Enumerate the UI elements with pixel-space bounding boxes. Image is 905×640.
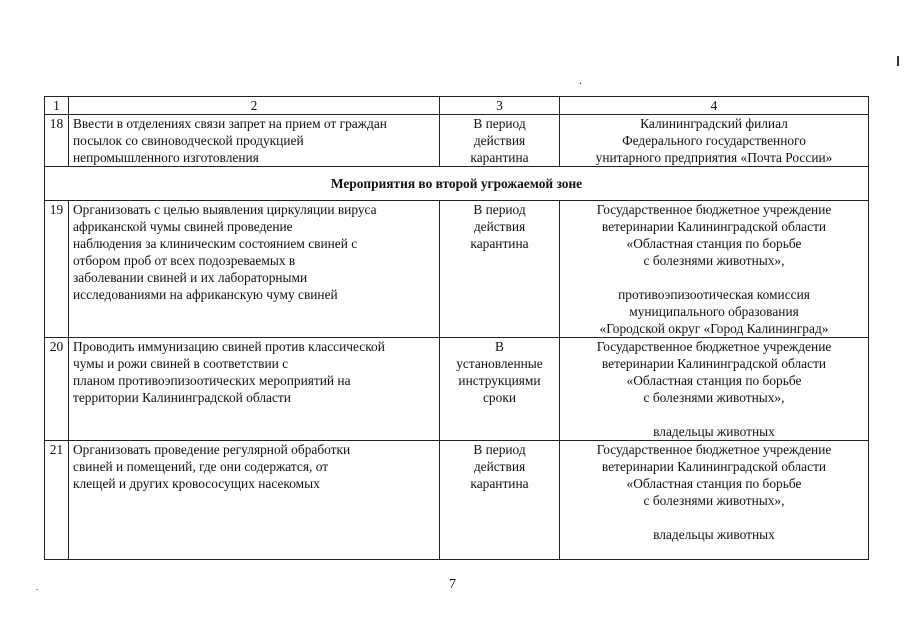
scan-dot: . xyxy=(579,73,582,87)
row-number: 20 xyxy=(45,338,69,441)
measure-line: африканской чумы свиней проведение xyxy=(73,219,293,234)
measure-line: Ввести в отделениях связи запрет на прием от граждан xyxy=(73,116,387,131)
measure-line: посылок со свиноводческой продукцией xyxy=(73,133,304,148)
scan-edge-mark xyxy=(897,56,899,66)
measure-line: клещей и других кровососущих насекомых xyxy=(73,476,320,491)
responsible-line: унитарного предприятия «Почта России» xyxy=(595,150,833,165)
measure-line: непромышленного изготовления xyxy=(73,150,259,165)
responsible-line: Калининградский филиал xyxy=(640,116,788,131)
measure-line: Организовать проведение регулярной обработки xyxy=(73,442,351,457)
responsible-cell xyxy=(560,441,869,560)
responsible-spacer xyxy=(564,406,864,423)
column-header-1: 1 xyxy=(45,97,69,115)
period-line: В период xyxy=(473,442,526,457)
measure-cell xyxy=(69,338,440,441)
period-line: действия xyxy=(473,219,526,234)
period-line: действия xyxy=(473,459,526,474)
responsible-line: Федерального государственного xyxy=(622,133,806,148)
measure-line: Организовать с целью выявления циркуляции вируса xyxy=(73,202,377,217)
period-line: В период xyxy=(473,116,526,131)
measure-cell xyxy=(69,115,440,167)
period-cell xyxy=(440,201,560,338)
measure-line: чумы и рожи свиней в соответствии с xyxy=(73,356,289,371)
column-header-2: 2 xyxy=(69,97,440,115)
scan-dot: . xyxy=(36,582,39,592)
measure-line: Проводить иммунизацию свиней против классической xyxy=(73,339,385,354)
responsible-line: с болезнями животных», xyxy=(643,390,785,405)
table-row xyxy=(45,441,869,560)
responsible-spacer xyxy=(564,269,864,286)
measure-line: заболевании свиней и их лабораторными xyxy=(73,270,308,285)
period-cell xyxy=(440,115,560,167)
period-line: действия xyxy=(473,133,526,148)
measure-line: наблюдения за клиническим состоянием свиней с xyxy=(73,236,358,251)
responsible-line: ветеринарии Калининградской области xyxy=(601,459,827,474)
table-row xyxy=(45,201,869,338)
period-line: В xyxy=(495,339,504,354)
measure-cell xyxy=(69,201,440,338)
row-number: 19 xyxy=(45,201,69,338)
responsible-cell xyxy=(560,201,869,338)
measure-line: исследованиями на африканскую чуму свиней xyxy=(73,287,338,302)
responsible-line: «Областная станция по борьбе xyxy=(626,236,802,251)
period-line: карантина xyxy=(470,236,529,251)
period-line: сроки xyxy=(482,390,516,405)
responsible-line: с болезнями животных», xyxy=(643,493,785,508)
measure-line: отбором проб от всех подозреваемых в xyxy=(73,253,296,268)
responsible-cell xyxy=(560,338,869,441)
measure-line: свиней и помещений, где они содержатся, от xyxy=(73,459,329,474)
measure-line: территории Калининградской области xyxy=(73,390,291,405)
responsible-line: ветеринарии Калининградской области xyxy=(601,219,827,234)
table-row xyxy=(45,115,869,167)
responsible-line: ветеринарии Калининградской области xyxy=(601,356,827,371)
measure-line: планом противоэпизоотических мероприятий на xyxy=(73,373,351,388)
table-header-row xyxy=(45,97,869,115)
responsible-line: владельцы животных xyxy=(653,527,775,542)
responsible-line: муниципального образования xyxy=(629,304,799,319)
period-cell xyxy=(440,441,560,560)
column-header-3: 3 xyxy=(440,97,560,115)
responsible-line: противоэпизоотическая комиссия xyxy=(618,287,810,302)
column-header-4: 4 xyxy=(560,97,869,115)
period-line: карантина xyxy=(470,476,529,491)
responsible-line: Государственное бюджетное учреждение xyxy=(596,442,832,457)
responsible-line: Государственное бюджетное учреждение xyxy=(596,339,832,354)
responsible-line: «Областная станция по борьбе xyxy=(626,373,802,388)
responsible-line: «Областная станция по борьбе xyxy=(626,476,802,491)
period-line: инструкциями xyxy=(458,373,541,388)
responsible-line: Государственное бюджетное учреждение xyxy=(596,202,832,217)
table-row xyxy=(45,338,869,441)
responsible-line: владельцы животных xyxy=(653,424,775,439)
period-line: установленные xyxy=(456,356,543,371)
row-number: 21 xyxy=(45,441,69,560)
section-title: Мероприятия во второй угрожаемой зоне xyxy=(45,167,869,201)
measure-cell xyxy=(69,441,440,560)
period-line: В период xyxy=(473,202,526,217)
period-cell xyxy=(440,338,560,441)
row-number: 18 xyxy=(45,115,69,167)
responsible-spacer xyxy=(564,509,864,526)
measures-table xyxy=(44,96,869,560)
period-line: карантина xyxy=(470,150,529,165)
page-number: 7 xyxy=(449,577,456,592)
responsible-line: «Городской округ «Город Калининград» xyxy=(599,321,829,336)
responsible-cell xyxy=(560,115,869,167)
responsible-line: с болезнями животных», xyxy=(643,253,785,268)
section-row xyxy=(45,167,869,201)
